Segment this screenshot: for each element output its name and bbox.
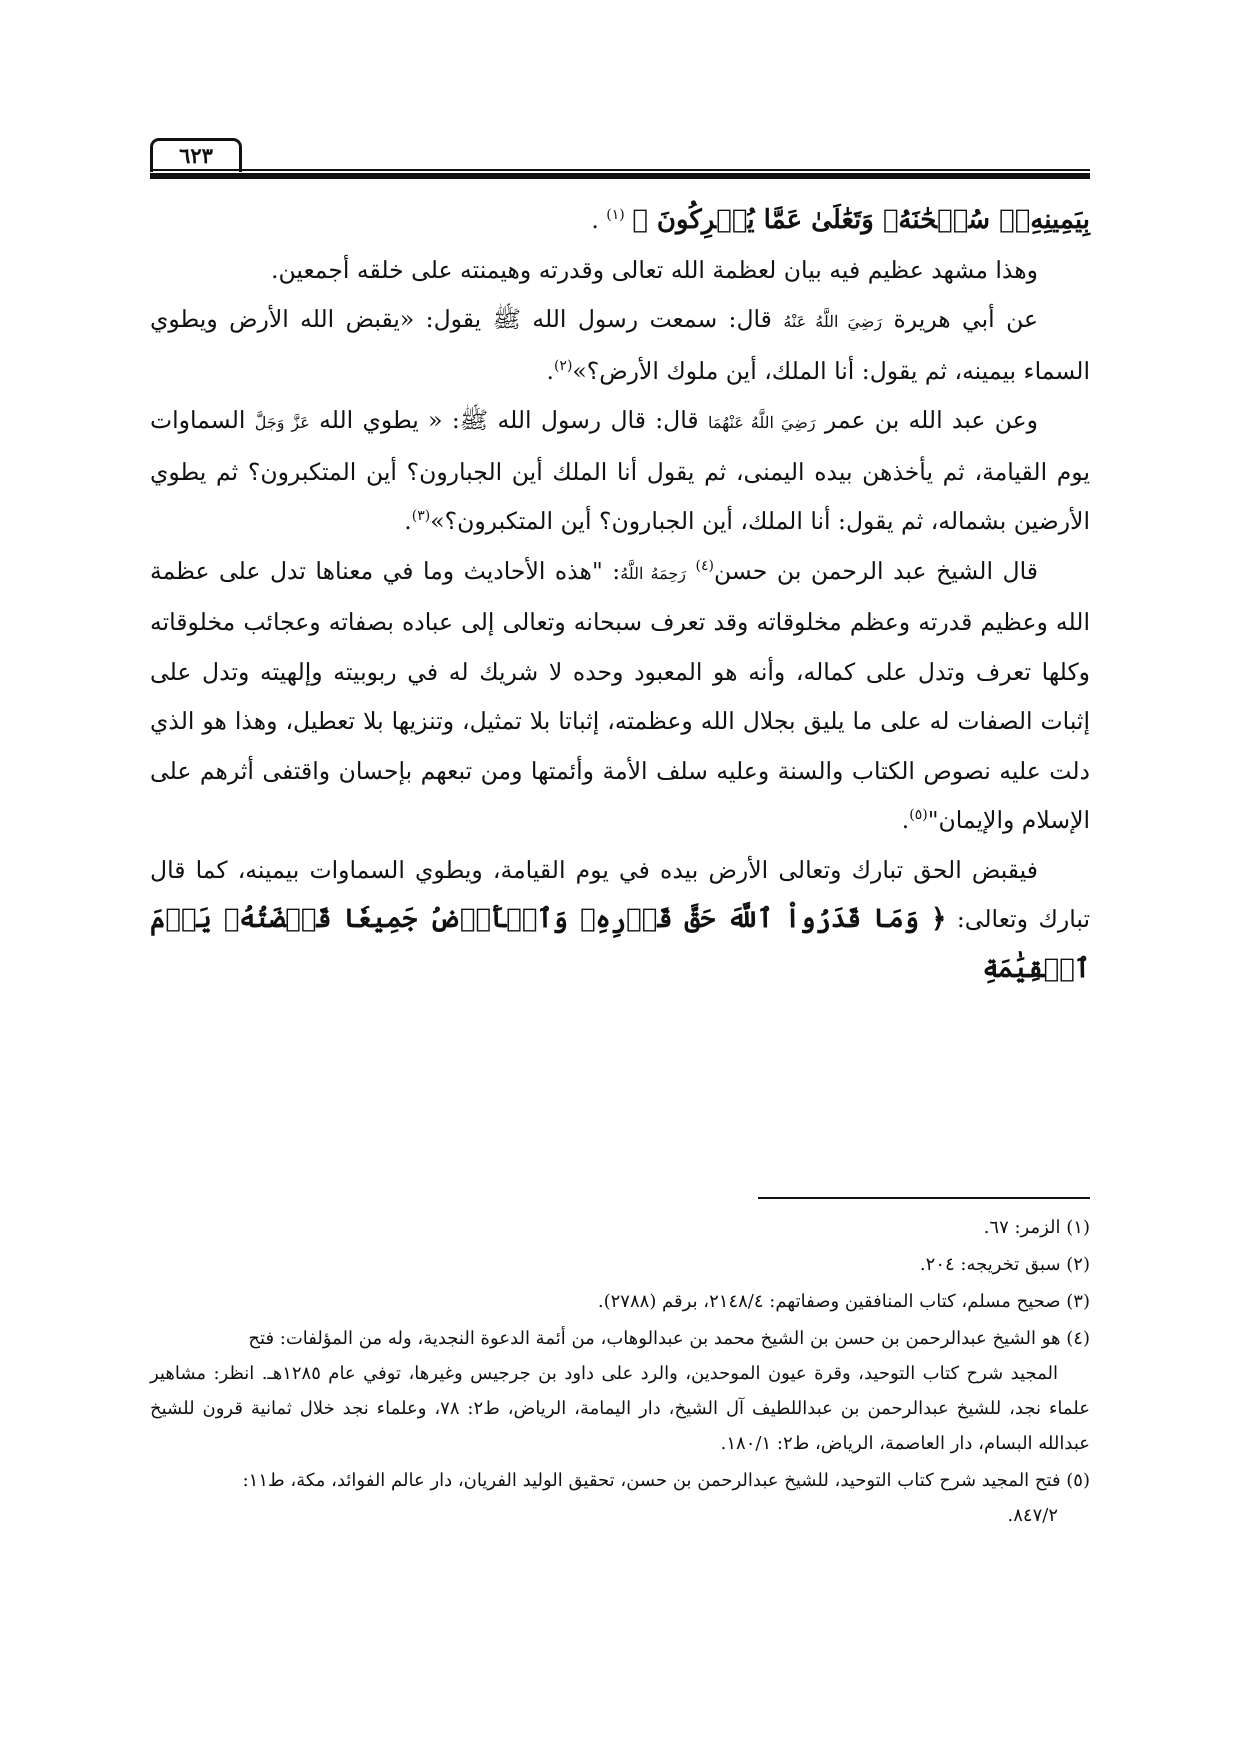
honorific-azza-wajal: عَزَّ وَجَلَّ — [254, 413, 310, 432]
paragraph-hadith-ibn-umar: وعن عبد الله بن عمر رَضِيَ اللَّهُ عَنْهُمَا قال: قال رسول الله ﷺ: « يطوي الله عَزَّ وَجَلَّ السماوات يوم القيامة، ثم يأخذهن بيده اليمنى، ثم يقول أنا الملك أين الجبارون؟ أين المتكبرون؟ ثم يطوي الأرضين بشماله، ثم يقول: أنا الملك، أين الجبارون؟ أين المتكبرون؟»$^{(٣)}$. — [150, 406, 1090, 535]
header-rule-thin — [150, 169, 1090, 171]
honorific-salawat: ﷺ — [459, 406, 489, 434]
footnote-4: (٤) هو الشيخ عبدالرحمن بن حسن بن الشيخ محمد بن عبدالوهاب، من أئمة الدعوة النجدية، وله من المؤلفات: فتح المجيد شرح كتاب التوحيد، وقرة عيون الموحدين، والرد على داود بن جرجيس وغيرها، توفي عام ١٢٨٥هـ. انظر: مشاهير علماء نجد، للشيخ عبدالرحمن بن عبداللطيف آل الشيخ، دار اليمامة، الرياض، ط٢: ٧٨، وعلماء نجد خلال ثمانية قرون للشيخ عبدالله البسام، دار العاصمة، الرياض، ط٢: ١٨٠/١. — [150, 1328, 1090, 1454]
footnote-2: (٢) سبق تخريجه: ٢٠٤. — [919, 1254, 1090, 1275]
footnote-1: (١) الزمر: ٦٧. — [983, 1217, 1090, 1238]
honorific-radiallahu: رَضِيَ اللَّهُ عَنْهُ — [783, 312, 883, 331]
paragraph-hadith-abu-hurairah: عن أبي هريرة رَضِيَ اللَّهُ عَنْهُ قال: سمعت رسول الله ﷺ يقول: «يقبض الله الأرض ويطوي السماء بيمينه، ثم يقول: أنا الملك، أين ملوك الأرض؟»$^{(٢)}$. — [150, 305, 1090, 385]
footnote-ref: (٥) — [909, 807, 928, 824]
footnote-5: (٥) فتح المجيد شرح كتاب التوحيد، للشيخ عبدالرحمن بن حسن، تحقيق الوليد الفريان، دار عالم الفوائد، مكة، ط١١: ٨٤٧/٢. — [242, 1470, 1090, 1526]
footnote-ref: (٢) — [553, 357, 573, 374]
quran-verse: ﴿ وَمَا قَدَرُواْ ٱللَّهَ حَقَّ قَدۡرِهِۦ وَٱلۡأَرۡضُ جَمِيعٗا قَبۡضَتُهُۥ يَوۡمَ ٱلۡقِيَٰمَةِ — [150, 904, 1090, 984]
paragraph: وهذا مشهد عظيم فيه بيان لعظمة الله تعالى وقدرته وهيمنته على خلقه أجمعين. — [271, 255, 1038, 284]
page-number: ٦٢٣ — [179, 143, 213, 168]
page-number-box — [150, 138, 242, 172]
honorific-radiallahu: رَضِيَ اللَّهُ عَنْهُمَا — [707, 413, 816, 432]
paragraph-quote: قال الشيخ عبد الرحمن بن حسن$^{(٤)}$ رَحِمَهُ اللَّهُ: "هذه الأحاديث وما في معناها تدل على عظمة الله وعظيم قدرته وعظم مخلوقاته وقد تعرف سبحانه وتعالى إلى عباده بصفاته وعجائب مخلوقاته وكلها تعرف وتدل على كماله، وأنه هو المعبود وحده لا شريك له في ربوبيته وإلهيته وتدل على إثبات الصفات له على ما يليق بجلال الله وعظمته، إثباتا بلا تمثيل، وتنزيها بلا تعطيل، وهذا هو الذي دلت عليه نصوص الكتاب والسنة وعليه سلف الأمة وأئمتها ومن تبعهم بإحسان واقتفى أثرهم على الإسلام والإيمان"$^{(٥)}$. — [150, 556, 1090, 834]
quran-verse: بِيَمِينِهِۦۚ سُبۡحَٰنَهُۥ وَتَعَٰلَىٰ عَمَّا يُشۡرِكُونَ ﴾ — [632, 205, 1090, 235]
footnote-ref: (٤) — [695, 557, 715, 574]
footnote-3: (٣) صحيح مسلم، كتاب المنافقين وصفاتهم: ٢١٤٨/٤، برقم (٢٧٨٨). — [597, 1291, 1090, 1312]
header-rule-thick — [150, 173, 1090, 179]
honorific-rahimahullah: رَحِمَهُ اللَّهُ — [620, 563, 686, 583]
paragraph-quran-end: بِيَمِينِهِۦۚ سُبۡحَٰنَهُۥ وَتَعَٰلَىٰ عَمَّا يُشۡرِكُونَ ﴾ $^{(١)}$ . — [591, 205, 1090, 235]
body-text — [150, 196, 1090, 994]
footnote-rule — [758, 1197, 1090, 1199]
footnote-ref: (١) — [606, 207, 625, 224]
footnote-ref: (٣) — [411, 508, 431, 525]
honorific-salawat: ﷺ — [492, 305, 521, 333]
paragraph-conclusion: فيقبض الحق تبارك وتعالى الأرض بيده في يوم القيامة، ويطوي السماوات بيمينه، كما قال تبارك وتعالى: ﴿ وَمَا قَدَرُواْ ٱللَّهَ حَقَّ قَدۡرِهِۦ وَٱلۡأَرۡضُ جَمِيعٗا قَبۡضَتُهُۥ يَوۡمَ ٱلۡقِيَٰمَةِ — [150, 855, 1090, 984]
footnotes — [150, 1210, 1090, 1535]
